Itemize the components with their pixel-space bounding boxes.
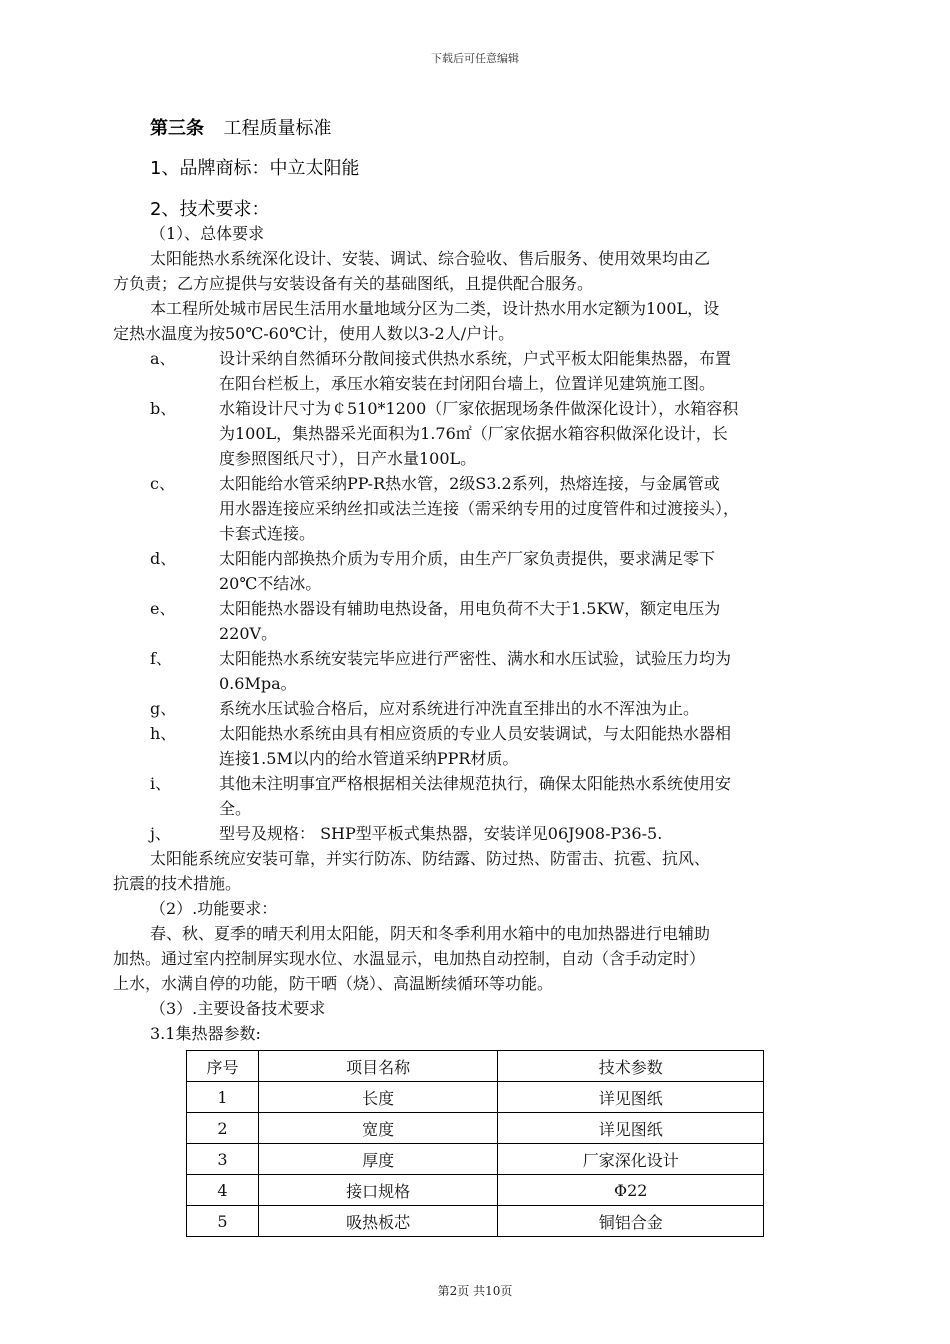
item-a-line2: 在阳台栏板上，承压水箱安装在封闭阳台墙上，位置详见建筑施工图。 — [219, 374, 716, 393]
table-cell: Φ22 — [498, 1175, 764, 1206]
item-j-line1: 型号及规格： SHP型平板式集热器，安装详见06J908-P36-5. — [219, 824, 663, 843]
item-i-line1: 其他未注明事宜严格根据相关法律规范执行，确保太阳能热水系统使用安 — [219, 774, 732, 793]
table-cell: 3 — [187, 1144, 259, 1175]
table-cell: 4 — [187, 1175, 259, 1206]
item-d-line1: 太阳能内部换热介质为专用介质，由生产厂家负责提供，要求满足零下 — [219, 549, 716, 568]
table-cell: 详见图纸 — [498, 1113, 764, 1144]
function-line2: 加热。通过室内控制屏实现水位、水温显示，电加热自动控制，自动（含手动定时） — [113, 949, 706, 968]
collector-parameters-table — [186, 1050, 764, 1237]
function-line1: 春、秋、夏季的晴天利用太阳能，阴天和冬季利用水箱中的电加热器进行电辅助 — [150, 924, 711, 943]
item-g-line1: 系统水压试验合格后，应对系统进行冲洗直至排出的水不浑浊为止。 — [219, 699, 700, 718]
item-b-line1: 水箱设计尺寸为￠510*1200（厂家依据现场条件做深化设计），水箱容积 — [219, 399, 739, 418]
equipment-title: （3）.主要设备技术要求 — [150, 999, 326, 1018]
table-header-cell: 技术参数 — [498, 1051, 764, 1082]
table-cell: 1 — [187, 1082, 259, 1113]
collector-title: 3.1集热器参数: — [150, 1024, 261, 1043]
function-title: （2）.功能要求： — [150, 899, 278, 918]
item-f-line2: 0.6Mpa。 — [219, 674, 297, 693]
table-cell: 厚度 — [258, 1144, 498, 1175]
item-e-label: e、 — [150, 599, 176, 618]
item-b-line2: 为100L，集热器采光面积为1.76㎡（厂家依据水箱容积做深化设计，长 — [219, 424, 728, 443]
table-cell: 铜铝合金 — [498, 1206, 764, 1237]
table-row — [187, 1144, 764, 1175]
item-i-label: i、 — [150, 774, 172, 793]
protection-line1: 太阳能系统应安装可靠，并实行防冻、防结露、防过热、防雷击、抗雹、抗风、 — [150, 849, 711, 868]
table-row — [187, 1082, 764, 1113]
item-d-line2: 20℃不结冰。 — [219, 574, 322, 593]
item-j-label: j、 — [150, 824, 171, 843]
table-cell: 长度 — [258, 1082, 498, 1113]
table-cell: 5 — [187, 1206, 259, 1237]
item-a-line1: 设计采纳自然循环分散间接式供热水系统，户式平板太阳能集热器，布置 — [219, 349, 732, 368]
function-line3: 上水，水满自停的功能，防干晒（烧）、高温断续循环等功能。 — [113, 974, 554, 993]
item-b-line3: 度参照图纸尺寸），日产水量100L。 — [219, 449, 477, 468]
table-header-cell: 序号 — [187, 1051, 259, 1082]
table-cell: 宽度 — [258, 1113, 498, 1144]
item-f-label: f、 — [150, 649, 172, 668]
item-h-line1: 太阳能热水系统由具有相应资质的专业人员安装调试，与太阳能热水器相 — [219, 724, 732, 743]
table-cell: 厂家深化设计 — [498, 1144, 764, 1175]
item-e-line1: 太阳能热水器设有辅助电热设备，用电负荷不大于1.5KW，额定电压为 — [219, 599, 721, 618]
item-a-label: a、 — [150, 349, 176, 368]
general-para1-line2: 方负责；乙方应提供与安装设备有关的基础图纸，且提供配合服务。 — [113, 274, 594, 293]
protection-line2: 抗震的技术措施。 — [113, 874, 242, 893]
item-b-label: b、 — [150, 399, 177, 418]
table-row — [187, 1175, 764, 1206]
table-cell: 吸热板芯 — [258, 1206, 498, 1237]
general-para2-line2: 定热水温度为按50℃-60℃计，使用人数以3-2人/户计。 — [113, 324, 515, 343]
item-c-line3: 卡套式连接。 — [219, 524, 316, 543]
item-c-line1: 太阳能给水管采纳PP-R热水管，2级S3.2系列，热熔连接，与金属管或 — [219, 474, 720, 493]
table-cell: 接口规格 — [258, 1175, 498, 1206]
page-header-note: 下载后可任意编辑 — [431, 52, 519, 65]
table-header-cell: 项目名称 — [258, 1051, 498, 1082]
general-requirements-title: （1）、总体要求 — [150, 224, 265, 243]
item-e-line2: 220V。 — [219, 624, 278, 643]
brand-line: 1、品牌商标：中立太阳能 — [150, 158, 360, 179]
item-h-line2: 连接1.5M以内的给水管道采纳PPR材质。 — [219, 749, 519, 768]
article-title: 第三条 — [150, 118, 204, 139]
item-c-label: c、 — [150, 474, 175, 493]
tech-requirements-title: 2、技术要求： — [150, 199, 270, 220]
item-d-label: d、 — [150, 549, 177, 568]
table-header-row — [187, 1051, 764, 1082]
table-row — [187, 1113, 764, 1144]
item-f-line1: 太阳能热水系统安装完毕应进行严密性、满水和水压试验，试验压力均为 — [219, 649, 732, 668]
item-g-label: g、 — [150, 699, 177, 718]
item-i-line2: 全。 — [219, 799, 252, 818]
article-subtitle: 工程质量标准 — [223, 118, 332, 139]
table-cell: 详见图纸 — [498, 1082, 764, 1113]
item-c-line2: 用水器连接应采纳丝扣或法兰连接（需采纳专用的过度管件和过渡接头）， — [219, 499, 740, 518]
table-cell: 2 — [187, 1113, 259, 1144]
page-footer: 第2页 共10页 — [437, 1284, 513, 1298]
item-h-label: h、 — [150, 724, 177, 743]
general-para1-line1: 太阳能热水系统深化设计、安装、调试、综合验收、售后服务、使用效果均由乙 — [150, 249, 711, 268]
general-para2-line1: 本工程所处城市居民生活用水量地域分区为二类，设计热水用水定额为100L，设 — [150, 299, 720, 318]
article-heading — [150, 114, 331, 140]
table-row — [187, 1206, 764, 1237]
